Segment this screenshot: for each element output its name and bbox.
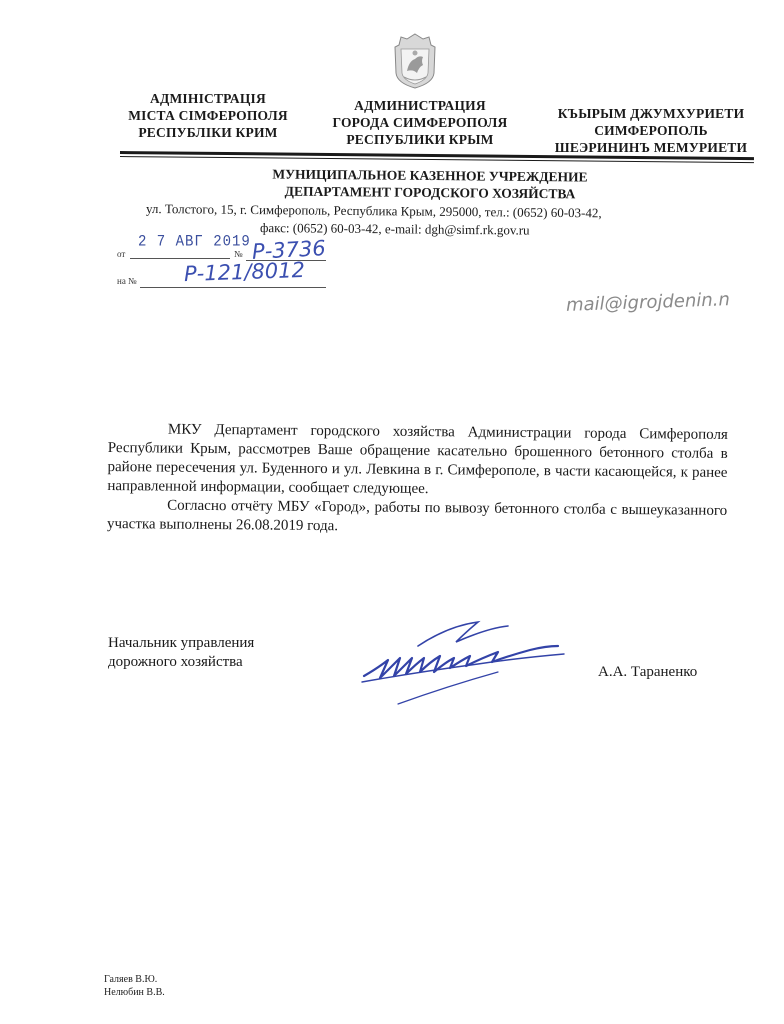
header-russian	[312, 97, 528, 148]
header-crimean-tatar	[536, 105, 766, 156]
header-ua-line: АДМІНІСТРАЦІЯ	[150, 91, 266, 106]
letter-body	[107, 420, 728, 540]
signatory-name: А.А. Тараненко	[598, 664, 698, 680]
org-name-line2: ДЕПАРТАМЕНТ ГОРОДСКОГО ХОЗЯЙСТВА	[284, 183, 576, 202]
header-ru-line: ГОРОДА СИМФЕРОПОЛЯ	[332, 115, 508, 130]
org-address: ул. Толстого, 15, г. Симферополь, Республика Крым, 295000, тел.: (0652) 60-03-42,	[145, 201, 602, 221]
header-crh-line: ШЕЭРИНИНЪ МЕМУРИЕТИ	[554, 140, 748, 155]
header-ru-line: АДМИНИСТРАЦИЯ	[354, 98, 486, 113]
reply-underline	[140, 287, 326, 288]
from-label: от	[117, 249, 126, 259]
crimea-emblem-icon	[393, 33, 437, 89]
handwritten-email-note: mail@igrojdenin.n	[565, 289, 731, 316]
body-paragraph: Согласно отчёту МБУ «Город», работы по вывозу бетонного столба с вышеуказанного участка выполнены 26.08.2019 года.	[106, 497, 728, 535]
number-label: №	[234, 249, 243, 259]
reply-number: Р-121/8012	[183, 257, 306, 287]
executor-name: Галяев В.Ю.	[104, 974, 158, 985]
header-ru-line: РЕСПУБЛИКИ КРЫМ	[346, 132, 494, 147]
handwritten-signature	[358, 616, 568, 708]
reply-label: на №	[117, 276, 137, 286]
signatory-role-line: Начальник управления	[108, 635, 255, 651]
executor-name: Нелюбин В.В.	[104, 987, 165, 998]
date-stamp: 2 7 АВГ 2019	[138, 232, 251, 252]
header-crh-line: КЪЫРЫМ ДЖУМХУРИЕТИ	[557, 106, 745, 121]
header-ukrainian	[108, 90, 308, 141]
header-crh-line: СИМФЕРОПОЛЬ	[594, 123, 708, 138]
header-ua-line: РЕСПУБЛІКИ КРИМ	[138, 125, 278, 140]
signatory-role	[108, 634, 254, 672]
executors	[104, 973, 165, 999]
outgoing-number: Р-3736	[251, 236, 327, 264]
org-name-line1: МУНИЦИПАЛЬНОЕ КАЗЕННОЕ УЧРЕЖДЕНИЕ	[272, 166, 588, 185]
org-contacts: факс: (0652) 60-03-42, e-mail: dgh@simf.rk.gov.ru	[259, 220, 530, 238]
date-underline	[130, 258, 230, 259]
body-paragraph: МКУ Департамент городского хозяйства Администрации города Симферополя Республики Крым, рассмотрев Ваше обращение касательно брошенного бетонного столба в районе пересечения ул. Буденного и ул. Левкина в г. Симферополе, в части касающейся, к ранее направленной информации, сообщает следующее.	[107, 421, 728, 498]
signatory-role-line: дорожного хозяйства	[108, 654, 243, 670]
header-ua-line: МІСТА СІМФЕРОПОЛЯ	[128, 108, 288, 123]
